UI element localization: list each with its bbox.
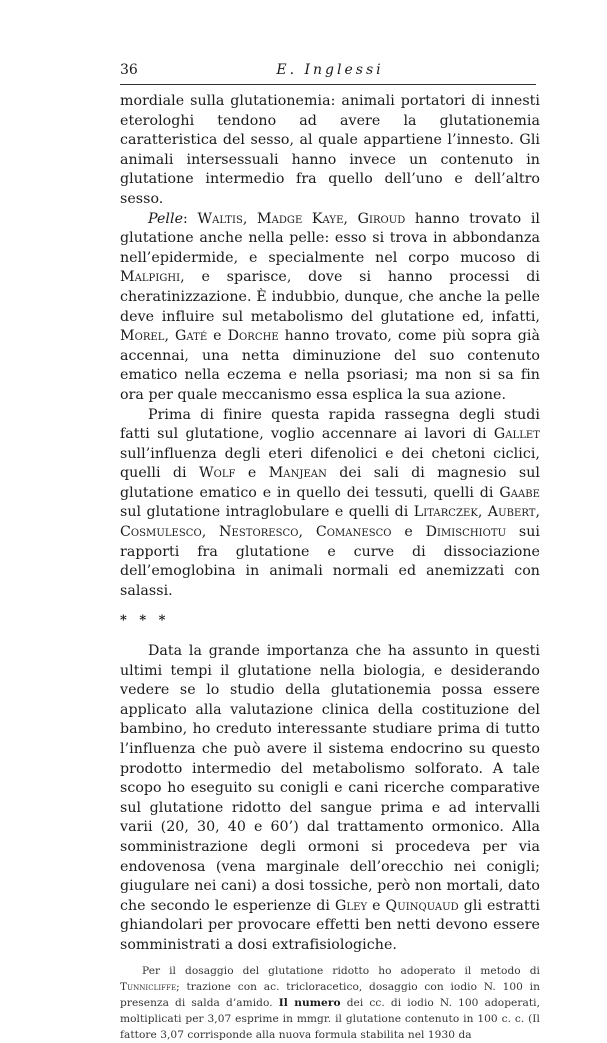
paragraph-4	[120, 642, 540, 956]
header-title: E. Inglessi	[276, 62, 384, 78]
author-name: Manjean	[268, 465, 327, 482]
bold-run: Il numero	[278, 996, 341, 1009]
text-run: dei cc. di iodio N. 100 adoperati, moltiplicati per 3,07 esprime in mmgr. il glutatione contenuto in 100 c. c. (Il fattore 3,07 corrisponde alla nuova formula stabilita nel 1930 da	[120, 996, 541, 1041]
author-name: Tunnicliffe	[120, 980, 177, 993]
text-run: ,	[343, 210, 358, 227]
section-separator: * * *	[120, 613, 170, 629]
author-name: Litarczek, Aubert, Cosmulesco, Nestoresco, Comanesco	[120, 504, 541, 541]
author-name: Giroud	[357, 210, 406, 227]
author-name: Morel	[120, 328, 165, 345]
text-run: e	[235, 465, 269, 482]
section-lead-pelle: Pelle	[148, 210, 184, 227]
text-run: Prima di finire questa rapida rassegna degli studi fatti sul glutatione, voglio accennare ai lavori di	[120, 406, 540, 443]
author-name: Gallet	[493, 426, 540, 443]
text-run: , e sparisce, dove si hanno processi di cheratinizzazione. È indubbio, dunque, che anche la pelle deve influire sul metabolismo del glutatione ed, infatti,	[120, 269, 540, 325]
text-run: dei sali di magnesio sul glutatione ematico e in quello dei tessuti, quelli di	[120, 465, 540, 501]
author-name: Madge Kaye	[257, 210, 344, 227]
author-name: Dimischiotu	[425, 524, 507, 541]
text-run: Per il dosaggio del glutatione ridotto ho adoperato il metodo di	[142, 964, 540, 977]
text-run: ,	[242, 210, 258, 227]
paragraph-3	[120, 406, 540, 602]
text-run: ,	[164, 328, 175, 345]
paragraph-1: mordiale sulla glutationemia: animali portatori di innesti eterologhi tendono ad avere la glutationemia caratteristica del sesso, al quale appartiene l’innesto. Gli animali intersessuali hanno invece un contenuto in glutatione intermedio fra quello dell’uno e dell’altro sesso.	[120, 93, 540, 207]
text-run: Data la grande importanza che ha assunto in questi ultimi tempi il glutatione nella biologia, e desiderando vedere se lo studio della glutationemia possa essere applicato alla valutazione clinica della costituzione del bambino, ho creduto interessante studiare prima di tutto l’influenza che può avere il sistema endocrino su questo prodotto intermedio del metabolismo solforato. A tale scopo ho eseguito su conigli e cani ricerche comparative sul glutatione ridotto del sangue prima e ad intervalli varii (20, 30, 40 e 60’) dal trattamento ormonico. Alla somministrazione degli ormoni si procedeva per via endovenosa (vena marginale dell’orecchio nei conigli; giugulare nei cani) a dosi tossiche, però non mortali, dato che secondo le esperienze di	[120, 643, 540, 914]
author-name: Waltis	[197, 210, 243, 227]
author-name: Gaabe	[499, 484, 540, 501]
author-name: Gley	[335, 897, 368, 914]
author-name: Dorche	[227, 328, 279, 345]
text-run: :	[183, 210, 198, 227]
paragraph-2	[120, 210, 540, 406]
author-name: Wolf	[198, 465, 236, 482]
text-run: gli estratti ghiandolari per provocare effetti ben netti devono essere somministrati a dosi extrafisiologiche.	[120, 897, 540, 953]
header-rule	[120, 84, 536, 85]
text-run: sull’influenza degli eteri difenolici e dei chetoni ciclici, quelli di	[120, 445, 540, 482]
page-number: 36	[120, 62, 138, 78]
footnote	[120, 963, 540, 1043]
text-run: sul glutatione intraglobulare e quelli di	[120, 504, 414, 521]
author-name: Gaté	[175, 328, 208, 345]
text-run: sui rapporti fra glutatione e curve di dissociazione dell’emoglobina in animali normali ed anemizzati con salassi.	[120, 524, 540, 599]
text-run: hanno trovato, come più sopra già accennai, una netta diminuzione del suo contenuto ematico nella eczema e nella psoriasi; ma non si sa fin ora per quale meccanismo essa esplica la sua azione.	[120, 328, 540, 403]
running-header	[120, 62, 540, 80]
text-run: hanno trovato il glutatione anche nella pelle: esso si trova in abbondanza nell’epidermide, e specialmente nel corpo mucoso di	[120, 210, 541, 266]
author-name: Malpighi	[120, 269, 181, 286]
text-run: e	[367, 897, 386, 914]
author-name: Quinquaud	[385, 897, 459, 914]
text-run: e	[391, 524, 426, 541]
text-run: ; trazione con ac. tricloracetico, dosaggio con iodio N. 100 in presenza di salda d’amido.	[120, 980, 540, 1009]
text-run: e	[207, 328, 228, 345]
